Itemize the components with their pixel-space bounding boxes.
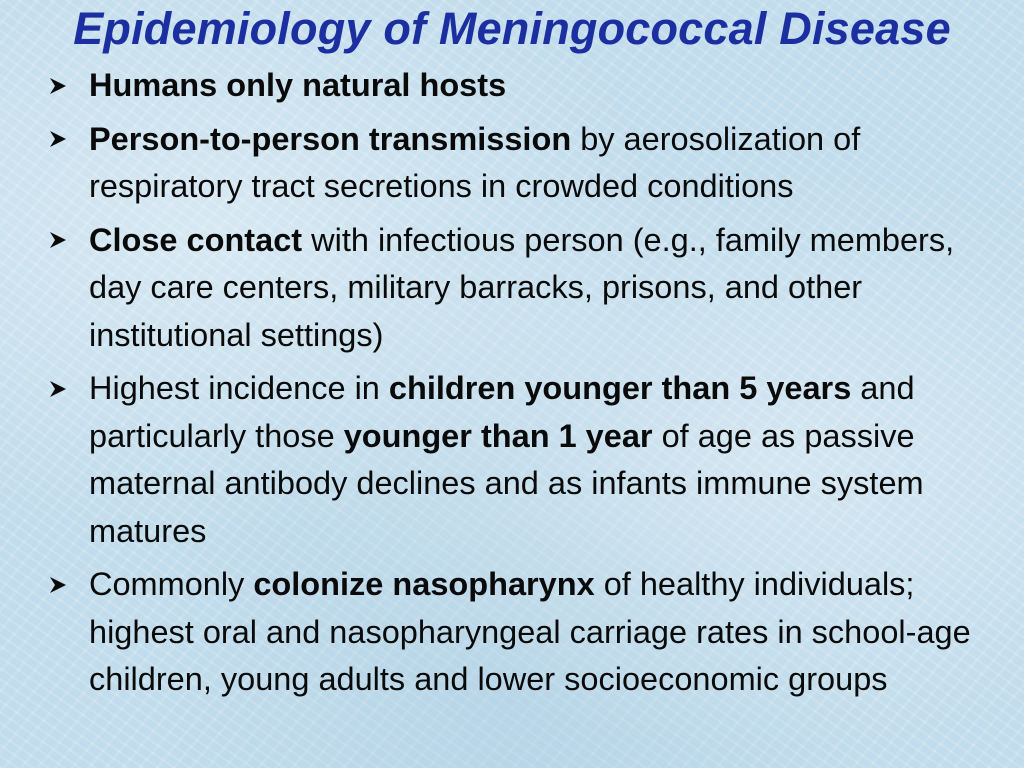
bullet-item (40, 217, 1010, 360)
bullet-item (40, 561, 1010, 704)
arrow-bullet-icon (48, 217, 70, 264)
bullet-text: by aerosolization of respiratory tract secretions in crowded conditions (89, 120, 861, 204)
bullet-text: Highest incidence in (89, 370, 389, 406)
bullet-text-bold: Person-to-person transmission (89, 120, 572, 157)
bullet-text-bold: Close contact (89, 221, 303, 258)
arrow-bullet-icon (48, 561, 70, 608)
bullet-item (40, 62, 1010, 110)
bullet-item (40, 116, 1010, 211)
bullet-text: and particularly those (89, 370, 915, 454)
slide-title: Epidemiology of Meningococcal Disease (73, 3, 951, 54)
arrow-bullet-icon (48, 62, 70, 109)
bullet-text-bold: colonize nasopharynx (253, 566, 595, 602)
bullet-text: with infectious person (e.g., family members, day care centers, military barracks, prisons, and other institutional settings) (89, 221, 955, 353)
bullet-text-bold: younger than 1 year (343, 417, 653, 454)
bullet-text-bold: children younger than 5 years (388, 370, 852, 406)
bullet-list (40, 62, 1010, 710)
arrow-bullet-icon (48, 365, 70, 412)
bullet-text: Commonly (89, 566, 254, 602)
arrow-bullet-icon (48, 116, 70, 163)
bullet-text-bold: Humans only natural hosts (89, 67, 507, 103)
bullet-text: of healthy individuals; highest oral and nasopharyngeal carriage rates in school-age children, young adults and lower socioeconomic groups (89, 566, 971, 697)
bullet-item (40, 365, 1010, 555)
bullet-text: of age as passive maternal antibody declines and as infants immune system matures (89, 417, 924, 549)
